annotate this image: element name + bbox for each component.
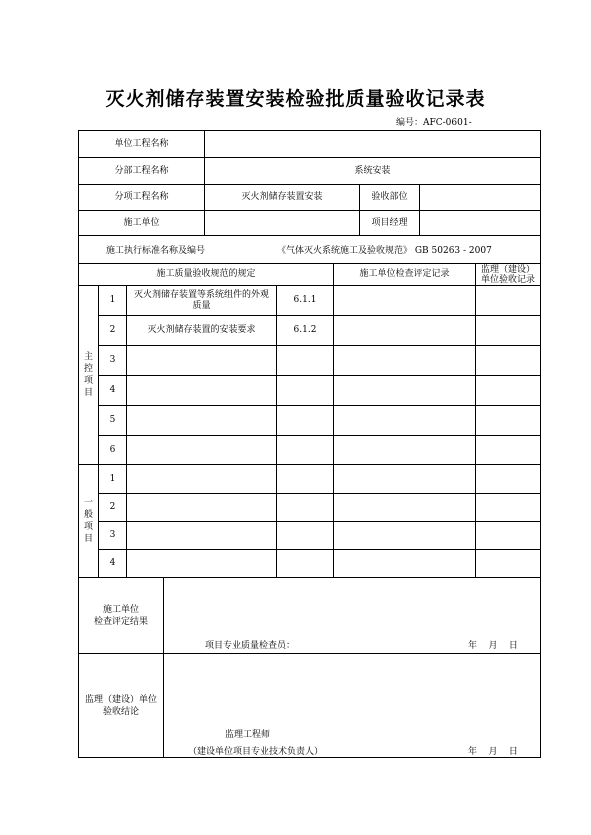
main-item-contractor-record[interactable] (333, 405, 476, 436)
general-item-clause (276, 549, 334, 578)
unit-project-label: 单位工程名称 (78, 130, 205, 158)
main-item-supervisor-record[interactable] (475, 405, 541, 436)
main-item-text (126, 435, 277, 465)
main-item-contractor-record[interactable] (333, 315, 476, 346)
contractor-value[interactable] (204, 210, 360, 236)
main-item-contractor-record[interactable] (333, 375, 476, 406)
form-title: 灭火剂储存装置安装检验批质量验收记录表 (105, 88, 486, 110)
general-item-text (126, 549, 277, 578)
main-item-supervisor-record[interactable] (475, 435, 541, 465)
main-item-clause: 6.1.1 (276, 285, 334, 316)
main-item-no: 2 (98, 315, 127, 346)
general-item-text (126, 493, 277, 522)
general-item-contractor-record[interactable] (333, 549, 476, 578)
main-item-clause (276, 435, 334, 465)
supervisor-conclusion-date: 年 月 日 (468, 747, 518, 757)
main-item-supervisor-record[interactable] (475, 375, 541, 406)
main-item-text: 灭火剂储存装置的安装要求 (126, 315, 277, 346)
main-item-no: 6 (98, 435, 127, 465)
main-item-clause (276, 375, 334, 406)
general-item-clause (276, 493, 334, 522)
main-item-text (126, 375, 277, 406)
acceptance-part-value[interactable] (419, 184, 541, 211)
acceptance-part-label: 验收部位 (359, 184, 420, 211)
inspection-form (78, 130, 541, 758)
general-item-contractor-record[interactable] (333, 521, 476, 550)
main-item-supervisor-record[interactable] (475, 285, 541, 316)
main-item-no: 5 (98, 405, 127, 436)
supervisor-header-line2: 单位验收记录 (480, 274, 535, 285)
main-item-supervisor-record[interactable] (475, 315, 541, 346)
main-item-contractor-record[interactable] (333, 435, 476, 465)
general-item-no: 4 (98, 549, 127, 578)
item-project-value[interactable]: 灭火剂储存装置安装 (204, 184, 360, 211)
standard-value: 《气体灭火系统施工及验收规范》 GB 50263 - 2007 (277, 246, 492, 256)
supervisor-conclusion-label: 监理（建设）单位 验收结论 (78, 653, 164, 758)
contractor-conclusion-date: 年 月 日 (468, 641, 518, 651)
sub-project-label: 分部工程名称 (78, 157, 205, 185)
project-manager-label: 项目经理 (359, 210, 420, 236)
general-item-contractor-record[interactable] (333, 493, 476, 522)
supervising-engineer-label: 监理工程师 (225, 730, 271, 740)
main-item-clause: 6.1.2 (276, 315, 334, 346)
general-item-supervisor-record[interactable] (475, 464, 541, 494)
general-item-supervisor-record[interactable] (475, 493, 541, 522)
general-item-text (126, 521, 277, 550)
general-item-no: 2 (98, 493, 127, 522)
general-item-clause (276, 464, 334, 494)
supervisor-header-line1: 监理（建设） (480, 264, 535, 275)
main-item-no: 1 (98, 285, 127, 316)
main-item-clause (276, 345, 334, 376)
main-item-no: 4 (98, 375, 127, 406)
general-item-clause (276, 521, 334, 550)
item-project-label: 分项工程名称 (78, 184, 205, 211)
general-item-supervisor-record[interactable] (475, 521, 541, 550)
contractor-label: 施工单位 (78, 210, 205, 236)
supervisor-record-header (475, 263, 541, 286)
main-item-contractor-record[interactable] (333, 285, 476, 316)
document-number: 编号：AFC-0601- (396, 118, 472, 128)
main-item-clause (276, 405, 334, 436)
general-item-contractor-record[interactable] (333, 464, 476, 494)
main-item-no: 3 (98, 345, 127, 376)
general-item-no: 3 (98, 521, 127, 550)
quality-inspector-label: 项目专业质量检查员： (205, 641, 296, 651)
general-items-label: 一 般 项 目 (78, 464, 99, 578)
main-item-text (126, 405, 277, 436)
spec-header: 施工质量验收规范的规定 (78, 263, 334, 286)
unit-project-value[interactable] (204, 130, 541, 158)
main-item-text: 灭火剂储存装置等系统组件的外观 质量 (126, 285, 277, 316)
sub-project-value[interactable]: 系统安装 (204, 157, 541, 185)
general-item-no: 1 (98, 464, 127, 494)
main-item-text (126, 345, 277, 376)
main-item-contractor-record[interactable] (333, 345, 476, 376)
general-item-supervisor-record[interactable] (475, 549, 541, 578)
project-manager-value[interactable] (419, 210, 541, 236)
contractor-record-header: 施工单位检查评定记录 (333, 263, 476, 286)
general-item-text (126, 464, 277, 494)
engineer-note: （建设单位项目专业技术负责人） (188, 747, 324, 757)
main-control-label: 主 控 项 目 (78, 285, 99, 465)
contractor-conclusion-label: 施工单位 检查评定结果 (78, 577, 164, 654)
standard-label: 施工执行标准名称及编号 (106, 246, 206, 256)
main-item-supervisor-record[interactable] (475, 345, 541, 376)
supervisor-conclusion-area[interactable] (163, 653, 541, 758)
